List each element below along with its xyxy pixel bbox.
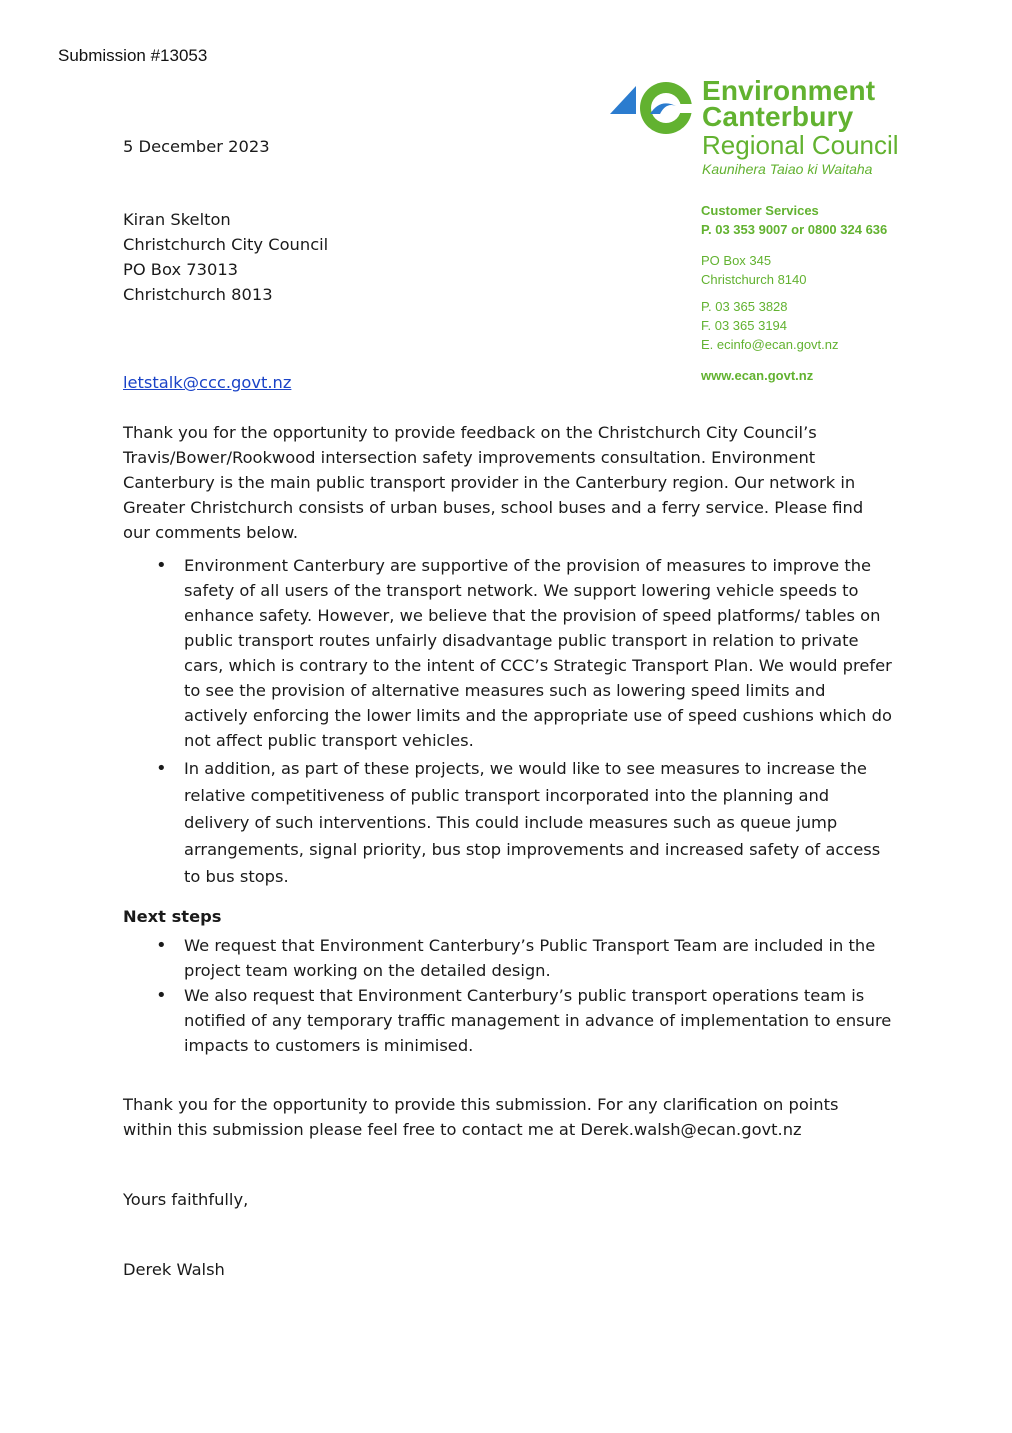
contact-fax: F. 03 365 3194	[701, 318, 788, 333]
comment-list	[123, 553, 893, 890]
letter-date: 5 December 2023	[123, 137, 270, 156]
logo-line-environment: Environment	[702, 75, 876, 106]
recipient-name: Kiran Skelton	[123, 210, 231, 229]
recipient-org: Christchurch City Council	[123, 235, 329, 254]
submission-id: Submission #13053	[58, 46, 208, 65]
logo-line-canterbury: Canterbury	[702, 101, 854, 132]
contact-phone-main: P. 03 353 9007 or 0800 324 636	[701, 222, 888, 237]
contact-city: Christchurch 8140	[701, 272, 807, 287]
list-item: • Environment Canterbury are supportive of the provision of measures to improve the safety of all users of the transport network. We support lowering vehicle speeds to enhance safety. However, we believe that the provision of speed platforms/ tables on public transport routes unfairly disadvantage public transport in relation to private cars, which is contrary to the intent of CCC’s Strategic Transport Plan. We would prefer to see the provision of alternative measures such as lowering speed limits and actively enforcing the lower limits and the appropriate use of speed cushions which do not affect public transport vehicles.	[184, 553, 893, 753]
recipient-email-link[interactable]: letstalk@ccc.govt.nz	[123, 373, 292, 392]
list-item: • In addition, as part of these projects, we would like to see measures to increase the relative competitiveness of public transport incorporated into the planning and delivery of such interventions. This could include measures such as queue jump arrangements, signal priority, bus stop improvements and increased safety of access to bus stops.	[184, 755, 893, 890]
intro-paragraph: Thank you for the opportunity to provide feedback on the Christchurch City Council’s Travis/Bower/Rookwood intersection safety improvements consultation. Environment Canterbury is the main public transport provider in the Canterbury region. Our network in Greater Christchurch consists of urban buses, school buses and a ferry service. Please find our comments below.	[123, 423, 864, 542]
list-item: • We request that Environment Canterbury’s Public Transport Team are included in the project team working on the detailed design.	[184, 933, 893, 983]
next-steps-list	[123, 933, 893, 1058]
signature-name: Derek Walsh	[123, 1260, 225, 1279]
logo-line-regional-council: Regional Council	[702, 130, 899, 160]
contact-phone: P. 03 365 3828	[701, 299, 788, 314]
recipient-address	[123, 207, 893, 307]
thanks-paragraph: Thank you for the opportunity to provide this submission. For any clarification on points within this submission please feel free to contact me at Derek.walsh@ecan.govt.nz	[123, 1095, 839, 1139]
recipient-po-box: PO Box 73013	[123, 260, 239, 279]
logo-line-maori-name: Kaunihera Taiao ki Waitaha	[702, 161, 873, 177]
contact-heading: Customer Services	[701, 203, 819, 218]
recipient-city: Christchurch 8013	[123, 285, 273, 304]
ecan-logo-icon	[610, 80, 696, 140]
list-item: • We also request that Environment Canterbury’s public transport operations team is notified of any temporary traffic management in advance of implementation to ensure impacts to customers is minimised.	[184, 983, 893, 1058]
contact-po-box: PO Box 345	[701, 253, 772, 268]
contact-email: E. ecinfo@ecan.govt.nz	[701, 337, 839, 352]
contact-website: www.ecan.govt.nz	[701, 368, 814, 383]
next-steps-heading: Next steps	[123, 907, 222, 926]
letter-body	[123, 134, 893, 1298]
closing-line: Yours faithfully,	[123, 1190, 249, 1209]
